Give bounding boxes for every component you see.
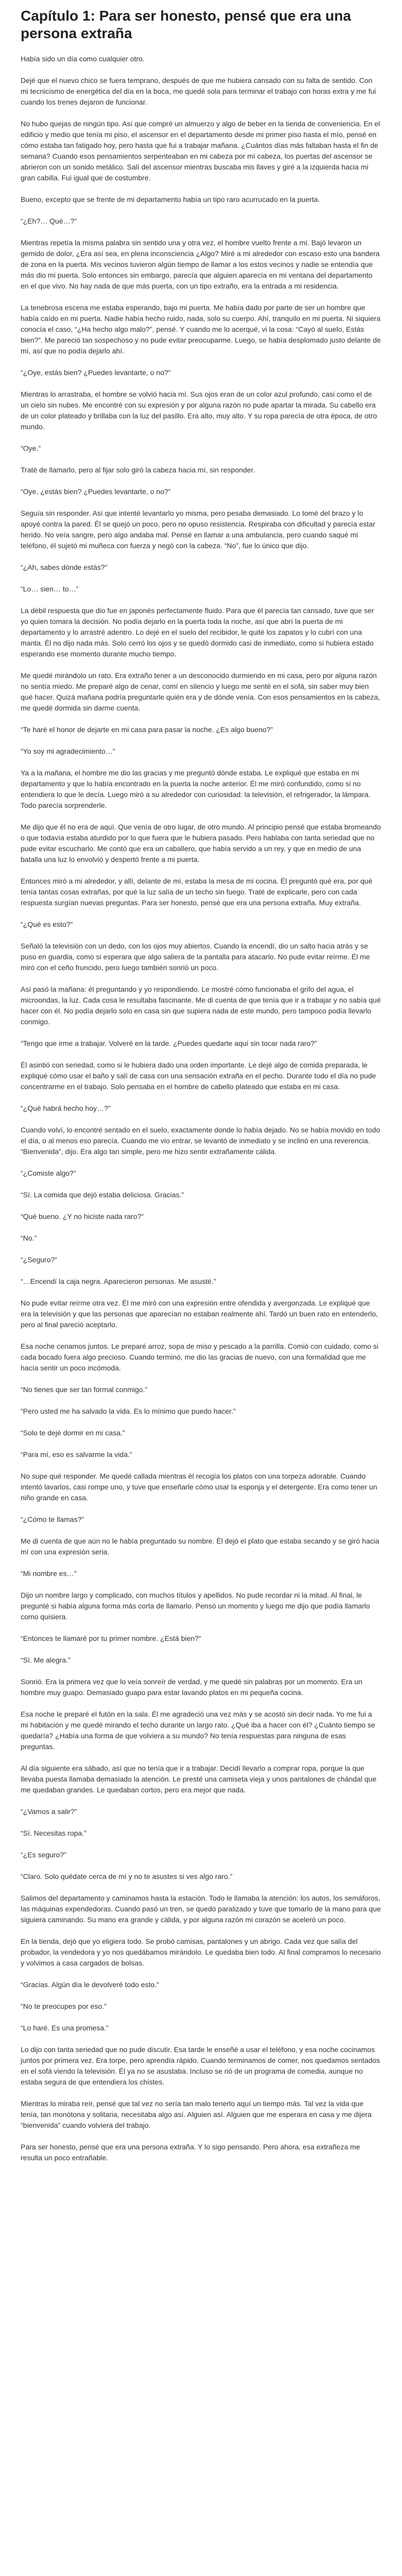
story-paragraph: Me dijo que él no era de aquí. Que venía de otro lugar, de otro mundo. Al principio pensé que estaba bromeando o que todavía estaba aturdido por lo que fuera que le hubiera pasado. Pero hablaba con tanta seriedad que no pude evitar escucharlo. Me contó que era un caballero, que había servido a un rey, y que en medio de una batalla una luz lo envolvió y despertó frente a mi puerta.	[21, 823, 381, 863]
story-paragraph: “¿Qué habrá hecho hoy…?”	[21, 1104, 111, 1112]
story-paragraph: “¿Vamos a salir?”	[21, 1807, 77, 1816]
story-paragraph: “Pero usted me ha salvado la vida. Es lo mínimo que puedo hacer.”	[21, 1407, 236, 1415]
story-paragraph: Lo dijo con tanta seriedad que no pude discutir. Esa tarde le enseñé a usar el teléfono, y esa noche cocinamos juntos por primera vez. Era torpe, pero aprendía rápido. Cuando terminamos de comer, nos quedamos sentados en el sofá viendo la televisión. Él ya no se asustaba. Incluso se rió de un programa de comedia, aunque no estaba segura de que entendiera los chistes.	[21, 2045, 380, 2086]
story-paragraph: “Qué bueno. ¿Y no hiciste nada raro?”	[21, 1212, 144, 1221]
story-paragraph: Mientras lo arrastraba, el hombre se volvió hacia mí. Sus ojos eran de un color azul profundo, casi como el de un cielo sin nubes. Me encontré con su expresión y por alguna razón no pude apartar la mirada. Su cabello era de un color plateado y brillaba con la luz del pasillo. Era alto, muy alto. Y su ropa parecía de otra época, de otro mundo.	[21, 390, 377, 431]
story-paragraph: La tenebrosa escena me estaba esperando, bajo mi puerta. Me había dado por parte de ser un hombre que había caído en mi puerta. Nadie había hecho ruido, nada, solo su cuerpo. Ahí, tranquilo en mi puerta. Ni siquiera conocía el caso, “¿Ha hecho algo malo?”, pensé. Y cuando me lo acerqué, vi la cosa: “Cayó al suelo, Estás bien?”. Me pareció tan sospechoso y no pude evitar preocuparme. Luego, se había desplomado justo delante de mí, así que no podía dejarlo ahí.	[21, 303, 381, 355]
story-paragraph: “Sí. Necesitas ropa.”	[21, 1829, 87, 1837]
story-paragraph: “¿Comiste algo?”	[21, 1169, 76, 1177]
story-paragraph: Al día siguiente era sábado, así que no tenía que ir a trabajar. Decidí llevarlo a comprar ropa, porque la que llevaba puesta llamaba demasiado la atención. Le presté una camiseta vieja y unos pantalones de chándal que me quedaban grandes. Le quedaban cortos, pero era mejor que nada.	[21, 1764, 377, 1794]
story-paragraph: “¿Qué es esto?”	[21, 920, 73, 928]
story-paragraph: Seguía sin responder. Así que intenté levantarlo yo misma, pero pesaba demasiado. Lo tomé del brazo y lo apoyé contra la pared. Él se quejó un poco, pero no opuso resistencia. Respiraba con dificultad y parecía estar herido. No veía sangre, pero algo andaba mal. Pensé en llamar a una ambulancia, pero cuando saqué mi teléfono, él sujetó mi muñeca con fuerza y negó con la cabeza. “No”, fue lo único que dijo.	[21, 509, 375, 550]
chapter-title: Capítulo 1: Para ser honesto, pensé que era una persona extraña	[21, 8, 351, 41]
story-paragraph: “Entonces te llamaré por tu primer nombre. ¿Está bien?”	[21, 1634, 202, 1642]
story-paragraph: “Sí. Me alegra.”	[21, 1656, 71, 1664]
story-paragraph: Él asintió con seriedad, como si le hubiera dado una orden importante. Le dejé algo de comida preparada, le expliqué cómo usar el baño y salí de casa con una sensación extraña en el pecho. Durante todo el día no pude concentrarme en el trabajo. Solo pensaba en el hombre de cabello plateado que estaba en mi casa.	[21, 1061, 376, 1091]
story-paragraph: “¿Es seguro?”	[21, 1851, 66, 1859]
story-paragraph: “No.”	[21, 1234, 37, 1242]
story-paragraph: “Oye.”	[21, 444, 41, 452]
story-paragraph: “Tengo que irme a trabajar. Volveré en la tarde. ¿Puedes quedarte aquí sin tocar nada raro?”	[21, 1039, 317, 1047]
story-paragraph: “Solo te dejé dormir en mi casa.”	[21, 1429, 125, 1437]
story-paragraph: “Oye, ¿estás bien? ¿Puedes levantarte, o no?”	[21, 487, 171, 496]
story-paragraph: “Claro. Solo quédate cerca de mí y no te asustes si ves algo raro.”	[21, 1872, 232, 1880]
story-paragraph: “¿Seguro?”	[21, 1256, 57, 1264]
story-paragraph: Esa noche cenamos juntos. Le preparé arroz, sopa de miso y pescado a la parrilla. Comió con cuidado, como si cada bocado fuera algo precioso. Cuando terminó, me dio las gracias de nuevo, con una formalidad que me hacía sentir un poco incómoda.	[21, 1342, 379, 1372]
story-paragraph: “Yo soy mi agradecimiento…”	[21, 747, 115, 755]
story-paragraph: “Para mí, eso es salvarme la vida.”	[21, 1450, 132, 1459]
story-paragraph: Mientras lo miraba reír, pensé que tal vez no sería tan malo tenerlo aquí un tiempo más. Tal vez la vida que tenía, tan monótona y solitaria, necesitaba algo así. Alguien así. Alguien que me esperara en casa y me dijera “bienvenida” cuando volviera del trabajo.	[21, 2099, 372, 2129]
story-paragraph: Mientras repetía la misma palabra sin sentido una y otra vez, el hombre vuelto frente a mí. Bajó levaron un gemido de dolor, ¿Era así sea, en plena inconsciencia ¿Algo? Miré a mi alrededor con escaso esto una bandera de zona en la puerta. Mis vecinos tuvieron algún tiempo de llamar a los estos vecinos y nadie se entendía que más dio mi puerta. Solo entonces sin embargo, parecía que alguien aparecía en mi ventana del departamento en el que vivo. No hay nada de que más puerta, con un tipo extraño, era la entrada a mi residencia.	[21, 239, 380, 290]
story-paragraph: Entonces miró a mi alrededor, y allí, delante de mí, estaba la mesa de mi cocina. Él preguntó qué era, por qué tenía tantas cosas extrañas, por qué la luz salía de un techo sin fuego. Traté de explicarle, pero con cada respuesta surgían nuevas preguntas. Para ser honesto, pensé que era una persona extraña. Muy extraña.	[21, 877, 373, 907]
story-paragraph: “¿Cómo te llamas?”	[21, 1515, 84, 1523]
story-paragraph: “Te haré el honor de dejarte en mi casa para pasar la noche. ¿Es algo bueno?”	[21, 725, 273, 734]
story-paragraph: En la tienda, dejó que yo eligiera todo. Se probó camisas, pantalones y un abrigo. Cada vez que salía del probador, la vendedora y yo nos quedábamos mirándolo. Le quedaba bien todo. Al final compramos lo necesario y volvimos a casa cargados de bolsas.	[21, 1937, 381, 1967]
story-paragraph: Señaló la televisión con un dedo, con los ojos muy abiertos. Cuando la encendí, dio un salto hacia atrás y se puso en guardia, como si esperara que algo saliera de la pantalla para atacarlo. No pude evitar reírme. Él me miró con el ceño fruncido, pero luego también sonrió un poco.	[21, 942, 370, 972]
story-paragraph: Bueno, excepto que se frente de mi departamento había un tipo raro acurrucado en la puerta.	[21, 195, 320, 204]
story-paragraph: Dijo un nombre largo y complicado, con muchos títulos y apellidos. No pude recordar ni la mitad. Al final, le pregunté si había alguna forma más corta de llamarlo. Pensó un momento y luego me dijo que podía llamarlo como quisiera.	[21, 1591, 370, 1621]
story-paragraph: “…Encendí la caja negra. Aparecieron personas. Me asusté.”	[21, 1277, 216, 1285]
story-paragraph: Esa noche le preparé el futón en la sala. Él me agradeció una vez más y se acostó sin decir nada. Yo me fui a mi habitación y me quedé mirando el techo durante un largo rato. ¿Qué iba a hacer con él? ¿Cuánto tiempo se quedaría? ¿Había una forma de que volviera a su mundo? No tenía respuestas para ninguna de esas preguntas.	[21, 1710, 375, 1751]
story-paragraph: Me quedé mirándolo un rato. Era extraño tener a un desconocido durmiendo en mi casa, pero por alguna razón no sentía miedo. Me preparé algo de cenar, comí en silencio y luego me senté en el sofá, sin saber muy bien qué hacer. Quizá mañana podría preguntarle quién era y de dónde venía. Con esos pensamientos en la cabeza, me quedé dormida sin darme cuenta.	[21, 671, 380, 712]
story-paragraph: Traté de llamarlo, pero al fijar solo giró la cabeza hacia mí, sin responder.	[21, 466, 255, 474]
story-paragraph: “¿Eh?… Qué…?”	[21, 217, 77, 225]
story-paragraph: “Gracias. Algún día le devolveré todo esto.”	[21, 1980, 159, 1989]
story-paragraph: No hubo quejas de ningún tipo. Así que compré un almuerzo y algo de beber en la tienda de conveniencia. En el edificio y medio que tenía mi piso, el ascensor en el departamento desde mi primer piso hasta el mío, pensé en cómo estaba tan fatigado hoy, pero hasta que fui a trabajar mañana. ¿Cuántos días más faltaban hasta el fin de semana? Cuando esos pensamientos serpenteaban en mi cabeza por mí cabeza, los puertas del ascensor se abrieron con un sonido metálico. Salí del ascensor mientras buscaba mis llaves y giré a la izquierda hacia mi gran cabilla. Fui igual que de costumbre.	[21, 120, 380, 182]
story-paragraph: No pude evitar reírme otra vez. Él me miró con una expresión entre ofendida y avergonzada. Le expliqué que era la televisión y que las personas que aparecían no estaban realmente ahí. Tardó un buen rato en entenderlo, pero al final pareció aceptarlo.	[21, 1299, 378, 1329]
story-paragraph: Cuando volví, lo encontré sentado en el suelo, exactamente donde lo había dejado. No se había movido en todo el día, o al menos eso parecía. Cuando me vio entrar, se levantó de inmediato y se inclinó en una reverencia. “Bienvenida”, dijo. Era algo tan simple, pero me hizo sentir extrañamente cálida.	[21, 1126, 380, 1156]
story-paragraph: “Lo haré. Es una promesa.”	[21, 2024, 109, 2032]
story-paragraph: La débil respuesta que dio fue en japonés perfectamente fluido. Para que él parecía tan cansado, tuve que ser yo quien tomara la decisión. No podía dejarlo en la puerta toda la noche, así que abrí la puerta de mi departamento y lo arrastré adentro. Lo dejé en el suelo del recibidor, le quité los zapatos y lo cubrí con una manta. Él no dijo nada más. Solo cerró los ojos y se quedó dormido casi de inmediato, como si hubiera estado esperando ese momento durante mucho tiempo.	[21, 606, 374, 658]
story-paragraph: “Sí. La comida que dejó estaba deliciosa. Gracias.”	[21, 1191, 184, 1199]
story-paragraph: “Lo… sien… to…”	[21, 585, 79, 593]
story-paragraph: “Mi nombre es…”	[21, 1569, 77, 1578]
story-paragraph: Para ser honesto, pensé que era una persona extraña. Y lo sigo pensando. Pero ahora, esa extrañeza me resulta un poco entrañable.	[21, 2143, 360, 2162]
story-paragraph: Ya a la mañana, el hombre me dio las gracias y me preguntó dónde estaba. Le expliqué que estaba en mi departamento y que lo había encontrado en la puerta la noche anterior. Él me miró confundido, como si no entendiera lo que le decía. Luego miró a su alrededor con curiosidad: la televisión, el refrigerador, la lámpara. Todo parecía sorprenderle.	[21, 769, 371, 809]
story-paragraph: No supe qué responder. Me quedé callada mientras él recogía los platos con una torpeza adorable. Cuando intentó lavarlos, casi rompe uno, y tuve que enseñarle cómo usar la esponja y el detergente. Era como tener un niño grande en casa.	[21, 1472, 377, 1502]
story-paragraph: Sonrió. Era la primera vez que lo veía sonreír de verdad, y me quedé sin palabras por un momento. Era un hombre muy guapo. Demasiado guapo para estar lavando platos en mi pequeña cocina.	[21, 1677, 363, 1697]
story-paragraph: “¿Ah, sabes dónde estás?”	[21, 563, 108, 571]
story-paragraph: “No tienes que ser tan formal conmigo.”	[21, 1385, 147, 1394]
story-paragraph: Así pasó la mañana: él preguntando y yo respondiendo. Le mostré cómo funcionaba el grifo del agua, el microondas, la luz. Cada cosa le resultaba fascinante. Me di cuenta de que tenía que ir a trabajar y no sabía qué hacer con él. No podía dejarlo solo en casa sin que supiera nada de este mundo, pero tampoco podía llevarlo conmigo.	[21, 985, 381, 1026]
story-paragraph: Salimos del departamento y caminamos hasta la estación. Todo le llamaba la atención: los autos, los semáforos, las máquinas expendedoras. Cuando pasó un tren, se quedó paralizado y tuve que tomarlo de la mano para que siguiera caminando. Su mano era grande y cálida, y por alguna razón mi corazón se aceleró un poco.	[21, 1894, 381, 1924]
story-paragraph: Dejé que el nuevo chico se fuera temprano, después de que me hubiera cansado con su falta de sentido. Con mi tecnicismo de energética del día en la boca, me quedé sola para terminar el trabajo con horas extra y me fui cuando los trenes dejaron de funcionar.	[21, 76, 376, 106]
story-paragraph: Me di cuenta de que aún no le había preguntado su nombre. Él dejó el plato que estaba secando y se giró hacia mí con una expresión seria.	[21, 1537, 379, 1556]
story-paragraph: “No te preocupes por eso.”	[21, 2002, 107, 2010]
story-paragraph: “¿Oye, estás bien? ¿Puedes levantarte, o no?”	[21, 368, 171, 377]
story-paragraph: Había sido un día como cualquier otro.	[21, 55, 145, 63]
chapter-body	[21, 54, 381, 2163]
